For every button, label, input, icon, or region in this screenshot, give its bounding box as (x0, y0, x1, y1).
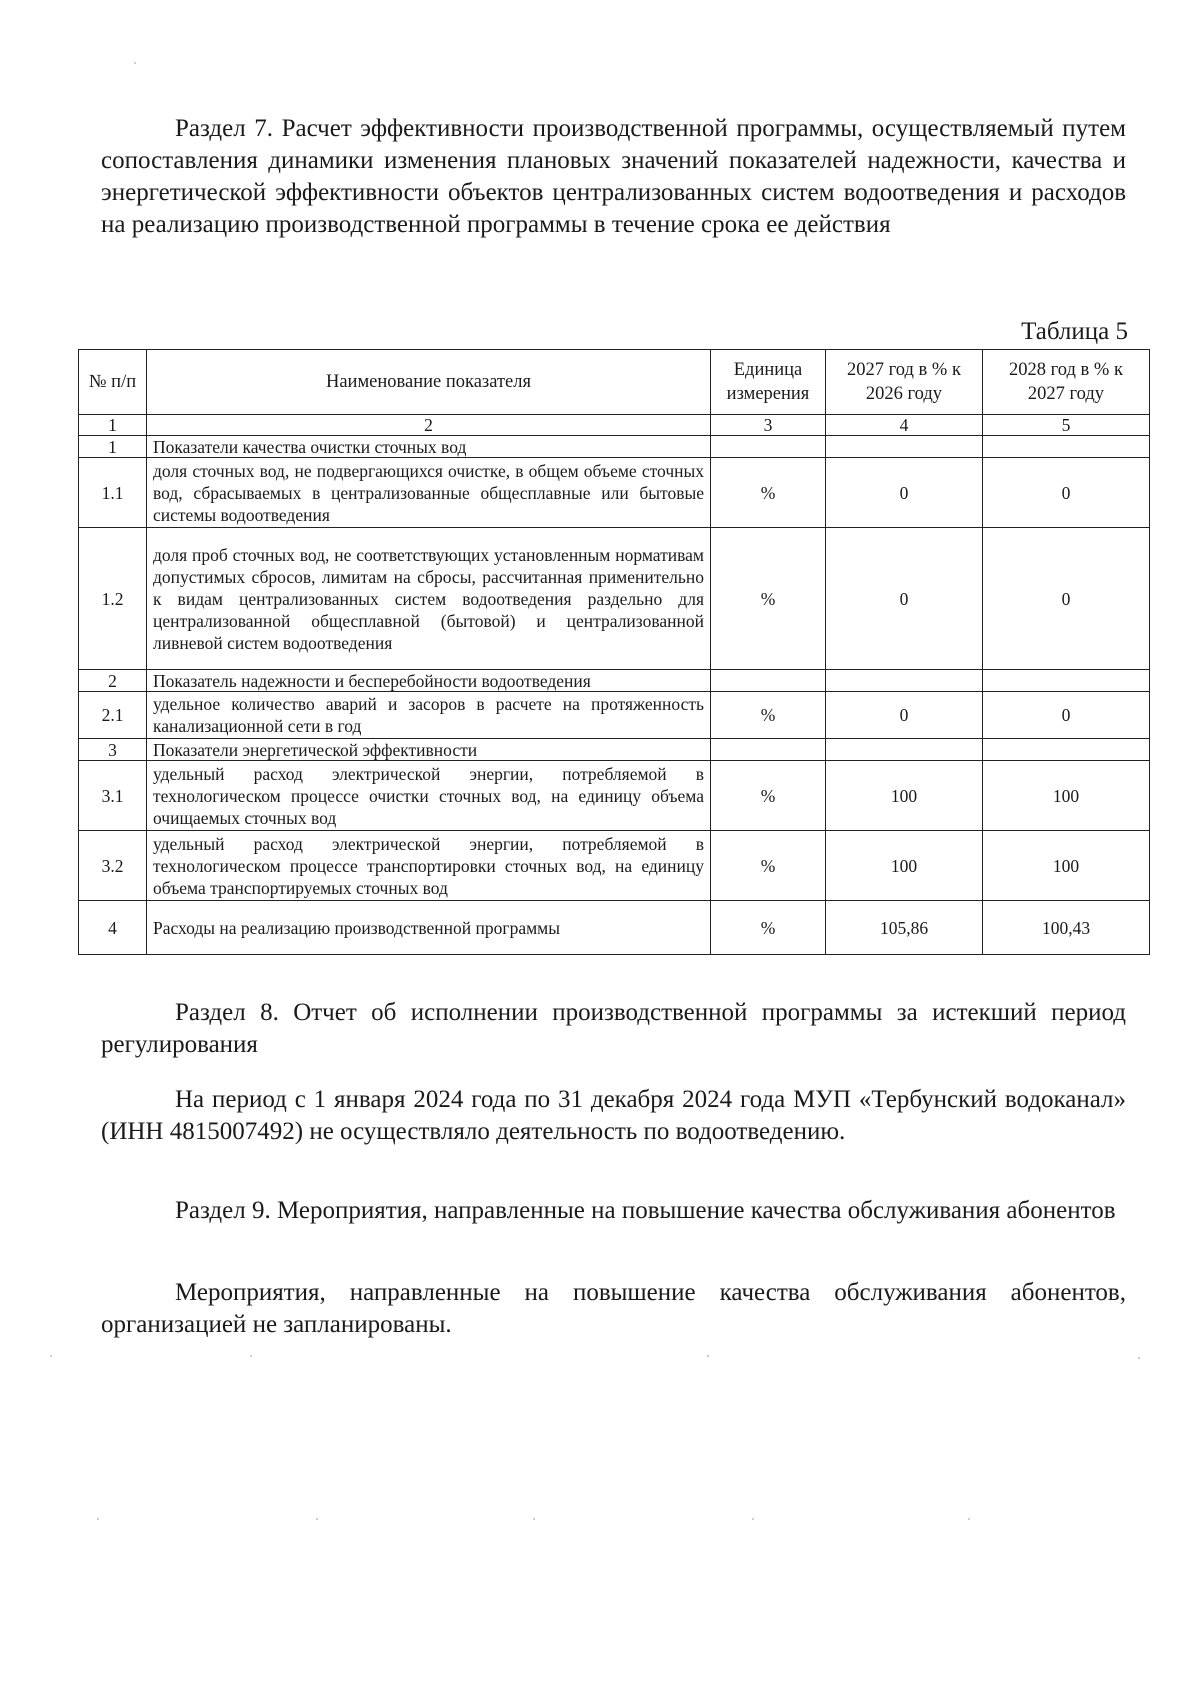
row-num: 3 (79, 739, 147, 761)
row-name: доля сточных вод, не подвергающихся очистке, в общем объеме сточных вод, сбрасываемых в централизованные общесплавные или бытовые системы водоотведения (147, 458, 711, 528)
row-name: доля проб сточных вод, не соответствующих установленным нормативам допустимых сбросов, лимитам на сбросы, рассчитанная применительно к видам централизованных систем водоотведения раздельно для централизованной общесплавной (бытовой) и централизованной ливневой систем водоотведения (147, 528, 711, 670)
row-num: 2 (79, 670, 147, 692)
section-9-heading: Раздел 9. Мероприятия, направленные на повышение качества обслуживания абонентов (175, 1197, 1116, 1224)
table-row (79, 692, 1150, 739)
row-unit: % (711, 458, 826, 528)
row-value-2028: 0 (983, 528, 1150, 670)
section-8-heading: Раздел 8. Отчет об исполнении производственной программы за истекший период регулирования (101, 999, 1126, 1058)
row-name: Показатели качества очистки сточных вод (147, 436, 711, 458)
row-num: 3.1 (79, 761, 147, 831)
row-value-2028: 100,43 (983, 901, 1150, 955)
row-unit (711, 739, 826, 761)
column-number: 5 (983, 415, 1150, 436)
column-number: 3 (711, 415, 826, 436)
scan-speck (316, 1518, 318, 1520)
row-value-2028 (983, 670, 1150, 692)
section-9-text: Мероприятия, направленные на повышение качества обслуживания абонентов, организацией не запланированы. (101, 1279, 1126, 1338)
table-row (79, 901, 1150, 955)
scan-speck (134, 62, 136, 64)
header-2028: 2028 год в % к 2027 году (983, 350, 1150, 415)
column-number: 4 (826, 415, 983, 436)
row-unit: % (711, 831, 826, 901)
row-unit: % (711, 528, 826, 670)
row-value-2027 (826, 436, 983, 458)
header-2027: 2027 год в % к 2026 году (826, 350, 983, 415)
row-value-2028: 100 (983, 831, 1150, 901)
row-num: 1 (79, 436, 147, 458)
row-unit (711, 670, 826, 692)
scan-speck (968, 1518, 970, 1520)
table-row (79, 761, 1150, 831)
row-value-2027 (826, 670, 983, 692)
table-row (79, 528, 1150, 670)
row-value-2027: 100 (826, 831, 983, 901)
column-number: 1 (79, 415, 147, 436)
row-value-2027: 0 (826, 692, 983, 739)
row-value-2028 (983, 739, 1150, 761)
table-header-row (79, 350, 1150, 415)
scan-speck (1138, 1357, 1140, 1359)
row-num: 4 (79, 901, 147, 955)
scan-speck (533, 1518, 535, 1520)
scan-speck (752, 1518, 754, 1520)
table-row (79, 436, 1150, 458)
row-value-2027: 105,86 (826, 901, 983, 955)
row-value-2028: 0 (983, 692, 1150, 739)
section-7-heading: Раздел 7. Расчет эффективности производственной программы, осуществляемый путем сопоставления динамики изменения плановых значений показателей надежности, качества и энергетической эффективности объектов централизованных систем водоотведения и расходов на реализацию производственной программы в течение срока ее действия (101, 115, 1126, 238)
row-unit: % (711, 761, 826, 831)
row-name: удельный расход электрической энергии, потребляемой в технологическом процессе транспортировки сточных вод, на единицу объема транспортируемых сточных вод (147, 831, 711, 901)
row-value-2027 (826, 739, 983, 761)
header-name: Наименование показателя (147, 350, 711, 415)
scan-speck (707, 1355, 709, 1357)
row-name: Расходы на реализацию производственной программы (147, 901, 711, 955)
row-name: удельный расход электрической энергии, потребляемой в технологическом процессе очистки сточных вод, на единицу объема очищаемых сточных вод (147, 761, 711, 831)
table-row (79, 458, 1150, 528)
row-num: 3.2 (79, 831, 147, 901)
row-num: 1.1 (79, 458, 147, 528)
row-num: 2.1 (79, 692, 147, 739)
column-number: 2 (147, 415, 711, 436)
row-unit (711, 436, 826, 458)
column-number-row (79, 415, 1150, 436)
row-unit: % (711, 692, 826, 739)
row-value-2028: 100 (983, 761, 1150, 831)
row-num: 1.2 (79, 528, 147, 670)
row-name: Показатель надежности и бесперебойности водоотведения (147, 670, 711, 692)
scan-speck (50, 1355, 52, 1357)
row-name: удельное количество аварий и засоров в расчете на протяженность канализационной сети в год (147, 692, 711, 739)
row-value-2028: 0 (983, 458, 1150, 528)
table-row (79, 670, 1150, 692)
row-unit: % (711, 901, 826, 955)
row-value-2027: 0 (826, 458, 983, 528)
section-8-text: На период с 1 января 2024 года по 31 декабря 2024 года МУП «Тербунский водоканал» (ИНН 4815007492) не осуществляло деятельность по водоотведению. (101, 1086, 1126, 1145)
scan-speck (250, 1355, 252, 1357)
row-value-2028 (983, 436, 1150, 458)
row-name: Показатели энергетической эффективности (147, 739, 711, 761)
table-caption: Таблица 5 (1021, 318, 1128, 345)
table-row (79, 739, 1150, 761)
table-row (79, 831, 1150, 901)
header-unit: Единица измерения (711, 350, 826, 415)
row-value-2027: 100 (826, 761, 983, 831)
scan-speck (97, 1518, 99, 1520)
indicators-table (78, 349, 1150, 955)
row-value-2027: 0 (826, 528, 983, 670)
header-num: № п/п (79, 350, 147, 415)
